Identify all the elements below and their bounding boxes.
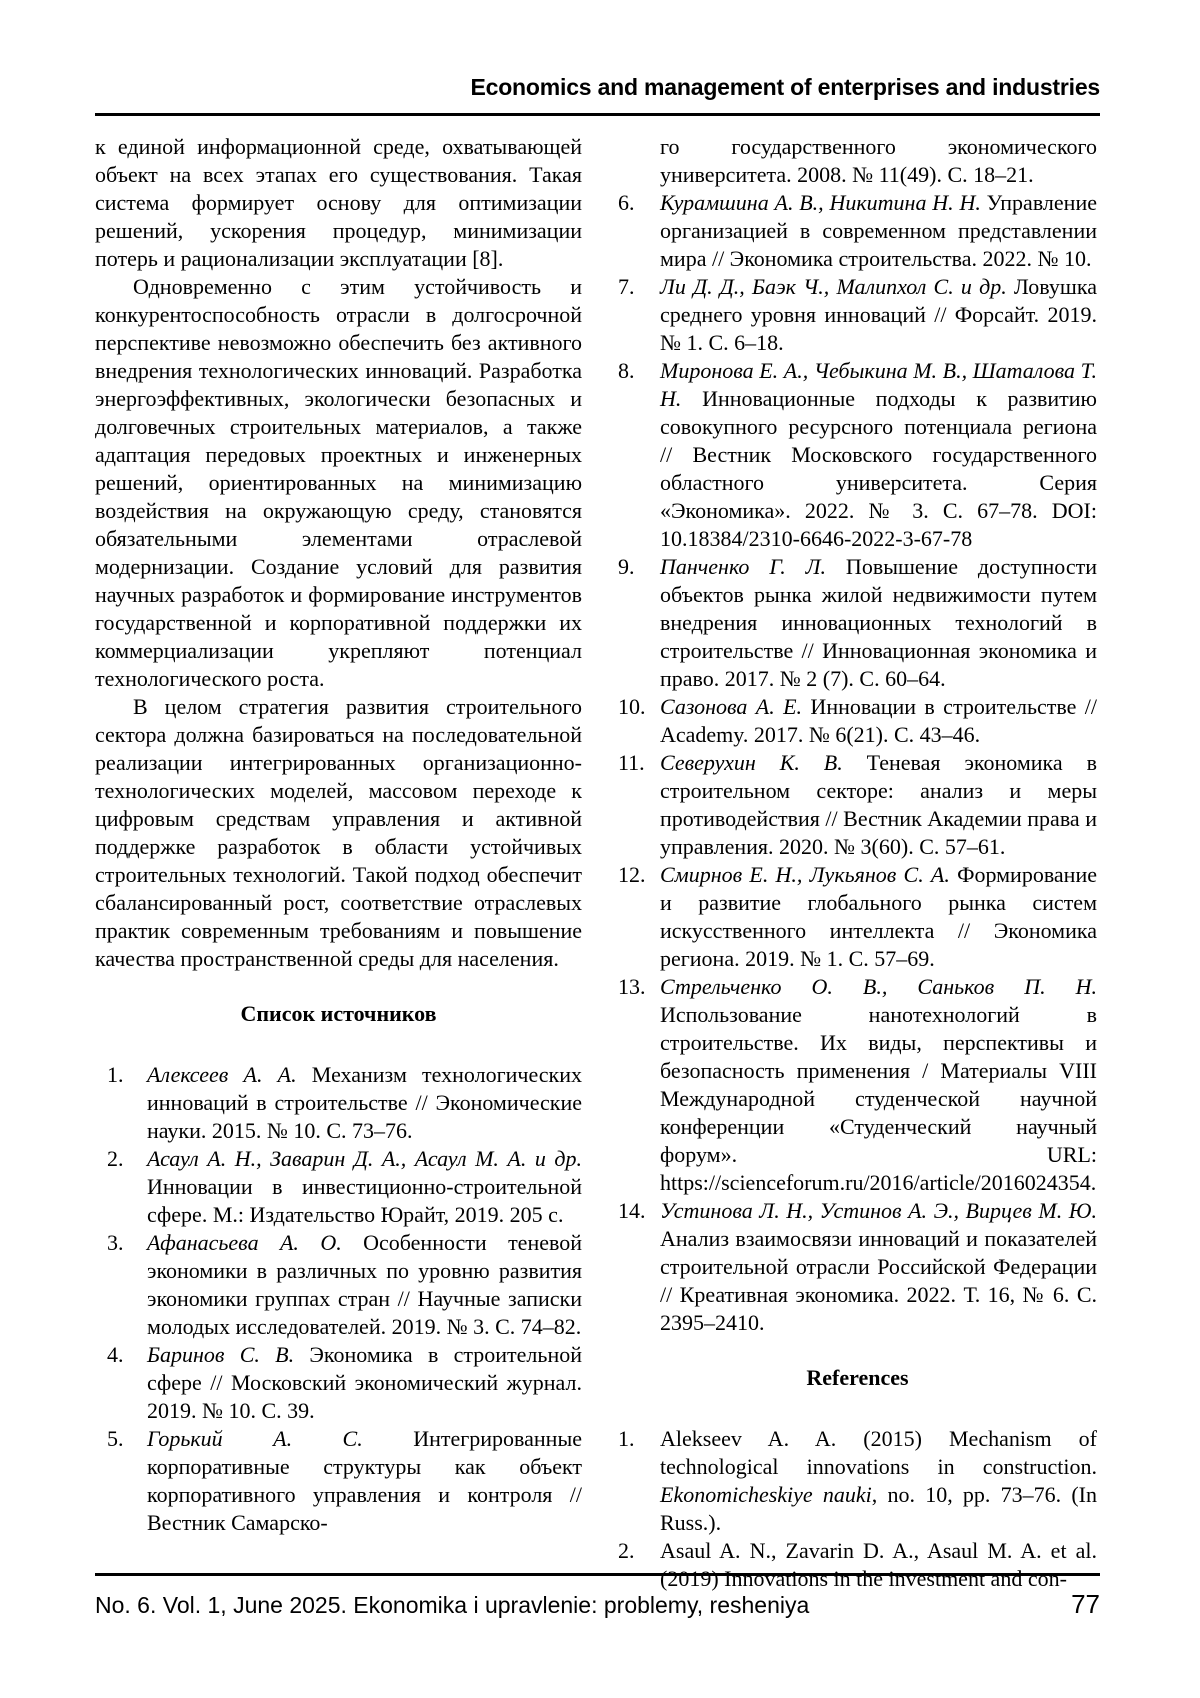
left-column xyxy=(95,133,582,1593)
reference-item xyxy=(95,1061,582,1145)
reference-authors: Устинова Л. Н., Устинов А. Э., Вирцев М. Ю. xyxy=(660,1198,1097,1223)
paragraph: В целом стратегия развития строительного сектора должна базироваться на последовательной реализации интегрированных организационно-технологических моделей, массовом переходе к цифровым средствам управления и активной поддержке разработок в области устойчивых строительных технологий. Такой подход обеспечит сбалансированный рост, соответствие отраслевых практик современным требованиям и повышение качества пространственной среды для населения. xyxy=(95,694,582,971)
reference-number: 6. xyxy=(618,190,635,215)
reference-authors: Афанасьева А. О. xyxy=(147,1230,342,1255)
reference-authors: Панченко Г. Л. xyxy=(660,554,827,579)
reference-text: Инновационные подходы к развитию совокупного ресурсного потенциала региона // Вестник Московского государственного областного университета. Серия «Экономика». 2022. № 3. С. 67–78. DOI: 10.18384/2310-6646-2022-3-67-78 xyxy=(660,386,1097,551)
reference-item xyxy=(618,553,1097,693)
reference-item xyxy=(95,1425,582,1537)
reference-number: 3. xyxy=(107,1230,124,1255)
reference-number: 9. xyxy=(618,554,635,579)
reference-authors: Северухин К. В. xyxy=(660,750,843,775)
right-column xyxy=(618,133,1097,1593)
reference-number: 14. xyxy=(618,1198,646,1223)
footer-issue-info: No. 6. Vol. 1, June 2025. Ekonomika i upravlenie: problemy, resheniya xyxy=(95,1592,810,1618)
reference-text: Ловушка среднего уровня инноваций // Форсайт. 2019. № 1. С. 6–18. xyxy=(660,274,1097,355)
reference-text: , no. 10, pp. 73–76. (In Russ.). xyxy=(660,1482,1098,1535)
reference-authors: Ли Д. Д., Баэк Ч., Малипхол С. и др. xyxy=(660,274,1007,299)
reference-number: 10. xyxy=(618,694,646,719)
reference-number: 5. xyxy=(107,1426,124,1451)
reference-number: 2. xyxy=(618,1538,635,1563)
footer-row xyxy=(95,1576,1100,1620)
reference-number: 1. xyxy=(107,1062,124,1087)
running-head: Economics and management of enterprises and industries xyxy=(470,74,1100,100)
reference-item xyxy=(95,1229,582,1341)
reference-item xyxy=(95,1341,582,1425)
reference-text: Особенности теневой экономики в различных по уровню развития экономики группах стран // Научные записки молодых исследователей. 2019. № 3. С. 74–82. xyxy=(147,1230,582,1339)
reference-continuation: го государственного экономического университета. 2008. № 11(49). С. 18–21. xyxy=(660,134,1097,187)
reference-text: Инновации в строительстве // Academy. 2017. № 6(21). С. 43–46. xyxy=(660,694,1097,747)
reference-item xyxy=(618,189,1097,273)
reference-text: Анализ взаимосвязи инноваций и показателей строительной отрасли Российской Федерации // Креативная экономика. 2022. Т. 16, № 6. С. 2395–2410. xyxy=(660,1226,1097,1335)
reference-item xyxy=(618,749,1097,861)
paragraph: Одновременно с этим устойчивость и конкурентоспособность отрасли в долгосрочной перспективе невозможно обеспечить без активного внедрения технологических инноваций. Разработка энергоэффективных, экологически безопасных и долговечных строительных материалов, а также адаптация передовых проектных и инженерных решений, ориентированных на минимизацию воздействия на окружающую среду, становятся обязательными элементами отраслевой модернизации. Создание условий для развития научных разработок и формирование инструментов государственной и корпоративной поддержки их коммерциализации укрепляют потенциал технологического роста. xyxy=(95,274,582,691)
reference-number: 2. xyxy=(107,1146,124,1171)
reference-number: 13. xyxy=(618,974,646,999)
reference-authors: Асаул А. Н., Заварин Д. А., Асаул М. А. и др. xyxy=(147,1146,582,1171)
reference-item xyxy=(618,273,1097,357)
reference-item xyxy=(618,973,1097,1197)
sources-heading: Список источников xyxy=(240,1001,437,1026)
reference-item xyxy=(618,1197,1097,1337)
reference-text: Теневая экономика в строительном секторе: анализ и меры противодействия // Вестник Академии права и управления. 2020. № 3(60). С. 57–61. xyxy=(660,750,1097,859)
reference-text: Управление организацией в современном представлении мира // Экономика строительства. 2022. № 10. xyxy=(660,190,1097,271)
reference-authors: Стрельченко О. В., Саньков П. Н. xyxy=(660,974,1097,999)
page-footer xyxy=(95,1573,1100,1620)
reference-number: 12. xyxy=(618,862,646,887)
reference-authors: Сазонова А. Е. xyxy=(660,694,803,719)
reference-number: 7. xyxy=(618,274,635,299)
reference-text: Повышение доступности объектов рынка жилой недвижимости путем внедрения инновационных технологий в строительстве // Инновационная экономика и право. 2017. № 2 (7). С. 60–64. xyxy=(660,554,1097,691)
reference-text: Инновации в инвестиционно-строительной сфере. М.: Издательство Юрайт, 2019. 205 с. xyxy=(147,1174,582,1227)
page-header xyxy=(95,74,1100,116)
reference-number: 11. xyxy=(618,750,645,775)
reference-number: 4. xyxy=(107,1342,124,1367)
reference-item xyxy=(618,1425,1097,1537)
reference-authors: Курамшина А. В., Никитина Н. Н. xyxy=(660,190,981,215)
reference-authors: Баринов С. В. xyxy=(147,1342,295,1367)
reference-text: Использование нанотехнологий в строительстве. Их виды, перспективы и безопасность применения / Материалы VIII Международной студенческой научной конференции «Студенческий научный форум». URL: https://scienceforum.ru/2016/article/2016024354. xyxy=(660,1002,1097,1195)
reference-authors: Алексеев А. А. xyxy=(147,1062,297,1087)
reference-text: Механизм технологических инноваций в строительстве // Экономические науки. 2015. № 10. С. 73–76. xyxy=(147,1062,582,1143)
reference-number: 8. xyxy=(618,358,635,383)
reference-journal: Ekonomicheskiye nauki xyxy=(660,1482,872,1507)
reference-number: 1. xyxy=(618,1426,635,1451)
paragraph: к единой информационной среде, охватывающей объект на всех этапах его существования. Такая система формирует основу для оптимизации решений, ускорения процедур, минимизации потерь и рационализации эксплуатации [8]. xyxy=(95,134,582,271)
reference-item xyxy=(95,1145,582,1229)
reference-item xyxy=(618,693,1097,749)
references-heading: References xyxy=(806,1365,909,1390)
reference-text: Alekseev A. A. (2015) Mechanism of technological innovations in construction. xyxy=(660,1426,1097,1479)
page-number: 77 xyxy=(1071,1589,1100,1619)
reference-authors: Горький А. С. xyxy=(147,1426,363,1451)
reference-authors: Миронова Е. А., Чебыкина М. В., Шаталова Т. Н. xyxy=(660,358,1097,411)
reference-item xyxy=(618,357,1097,553)
reference-authors: Смирнов Е. Н., Лукьянов С. А. xyxy=(660,862,950,887)
two-column-body xyxy=(95,133,1100,1593)
reference-text: Экономика в строительной сфере // Московский экономический журнал. 2019. № 10. С. 39. xyxy=(147,1342,582,1423)
reference-item xyxy=(618,861,1097,973)
header-rule xyxy=(95,113,1100,116)
reference-text: Asaul A. N., Zavarin D. A., Asaul M. A. et al. (2019) Innovations in the investment and con- xyxy=(660,1538,1097,1591)
reference-text: Интегрированные корпоративные структуры как объект корпоративного управления и контроля // Вестник Самарско- xyxy=(147,1426,582,1535)
reference-text: Формирование и развитие глобального рынка систем искусственного интеллекта // Экономика региона. 2019. № 1. С. 57–69. xyxy=(660,862,1097,971)
